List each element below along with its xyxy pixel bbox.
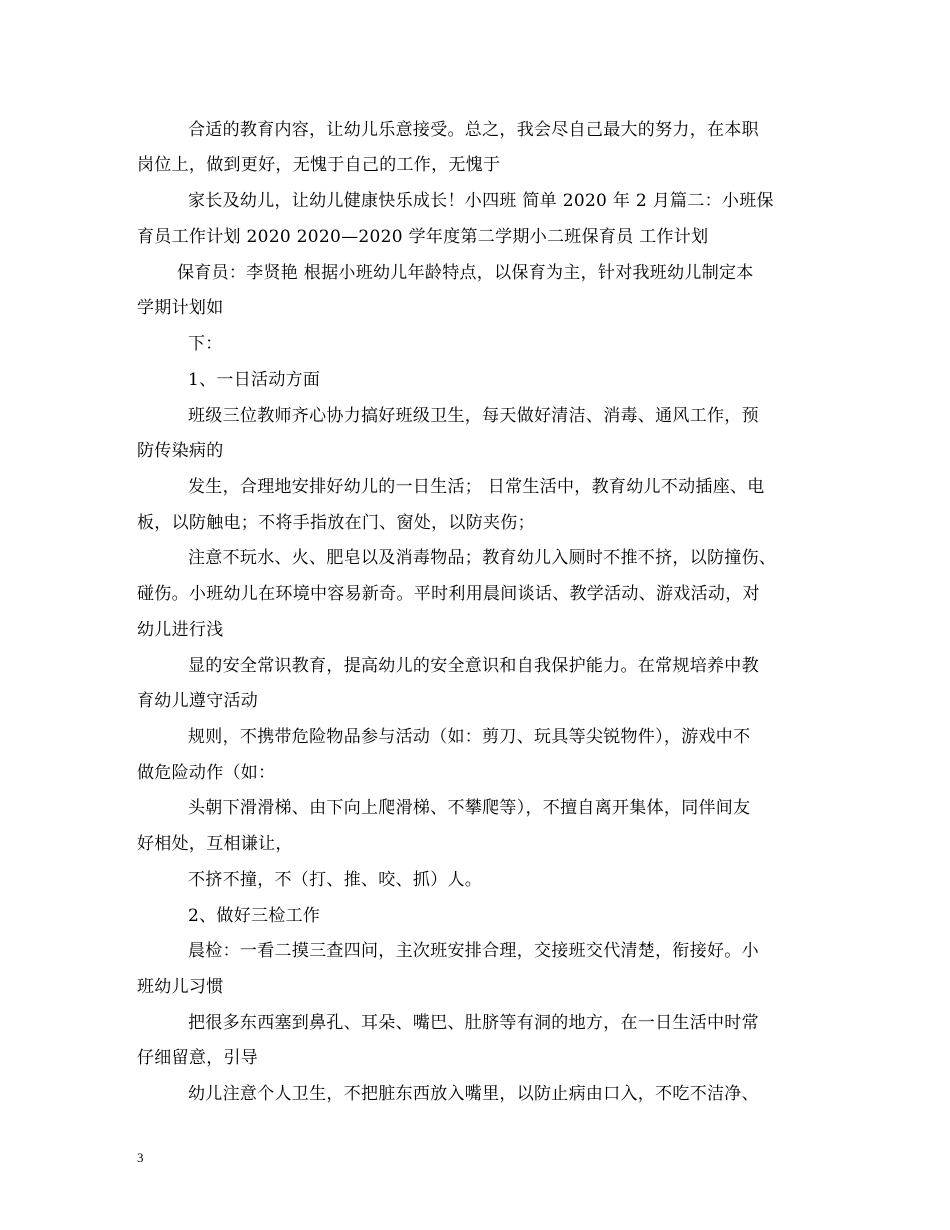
text-line: 幼儿进行浅 <box>137 620 224 640</box>
text-line: 育幼儿遵守活动 <box>137 691 259 711</box>
text-line: 板，以防触电；不将手指放在门、窗处，以防夹伤； <box>137 513 535 533</box>
text-line: 晨检：一看二摸三查四问，主次班安排合理，交接班交代清楚，衔接好。小 <box>188 941 759 961</box>
text-line: 注意不玩水、火、肥皂以及消毒物品；教育幼儿入厕时不推不挤，以防撞伤、 <box>188 548 777 568</box>
text-line: 规则，不携带危险物品参与活动（如：剪刀、玩具等尖锐物件），游戏中不 <box>188 727 751 747</box>
text-line: 碰伤。小班幼儿在环境中容易新奇。平时利用晨间谈话、教学活动、游戏活动，对 <box>137 584 760 604</box>
text-line: 育员工作计划 2020 2020—2020 学年度第二学期小二班保育员 工作计划 <box>137 227 709 247</box>
text-line: 防传染病的 <box>137 441 224 461</box>
text-line: 保育员：李贤艳 根据小班幼儿年龄特点，以保育为主，针对我班幼儿制定本 <box>177 263 754 283</box>
text-line: 做危险动作（如： <box>137 763 276 783</box>
section-heading: 2、做好三检工作 <box>188 906 321 926</box>
text-line: 显的安全常识教育，提高幼儿的安全意识和自我保护能力。在常规培养中教 <box>188 656 759 676</box>
text-line: 班级三位教师齐心协力搞好班级卫生，每天做好清洁、消毒、通风工作，预 <box>188 406 759 426</box>
text-line: 岗位上，做到更好，无愧于自己的工作，无愧于 <box>137 155 501 175</box>
text-line: 家长及幼儿，让幼儿健康快乐成长！小四班 简单 2020 年 2 月篇二：小班保 <box>188 191 774 211</box>
text-line: 幼儿注意个人卫生，不把脏东西放入嘴里，以防止病由口入，不吃不洁净、 <box>188 1084 759 1104</box>
text-line: 发生，合理地安排好幼儿的一日生活； 日常生活中，教育幼儿不动插座、电 <box>188 477 765 497</box>
text-line: 下： <box>188 334 223 354</box>
text-line: 好相处，互相谦让， <box>137 834 293 854</box>
text-line: 不挤不撞，不（打、推、咬、抓）人。 <box>188 870 483 890</box>
text-line: 仔细留意，引导 <box>137 1048 259 1068</box>
text-line: 把很多东西塞到鼻孔、耳朵、嘴巴、肚脐等有洞的地方，在一日生活中时常 <box>188 1013 759 1033</box>
page-number: 3 <box>137 1150 144 1165</box>
text-line: 合适的教育内容，让幼儿乐意接受。总之，我会尽自己最大的努力，在本职 <box>188 120 759 140</box>
text-line: 学期计划如 <box>137 298 224 318</box>
text-line: 头朝下滑滑梯、由下向上爬滑梯、不攀爬等），不擅自离开集体，同伴间友 <box>188 798 751 818</box>
text-line: 班幼儿习惯 <box>137 977 224 997</box>
section-heading: 1、一日活动方面 <box>188 370 321 390</box>
